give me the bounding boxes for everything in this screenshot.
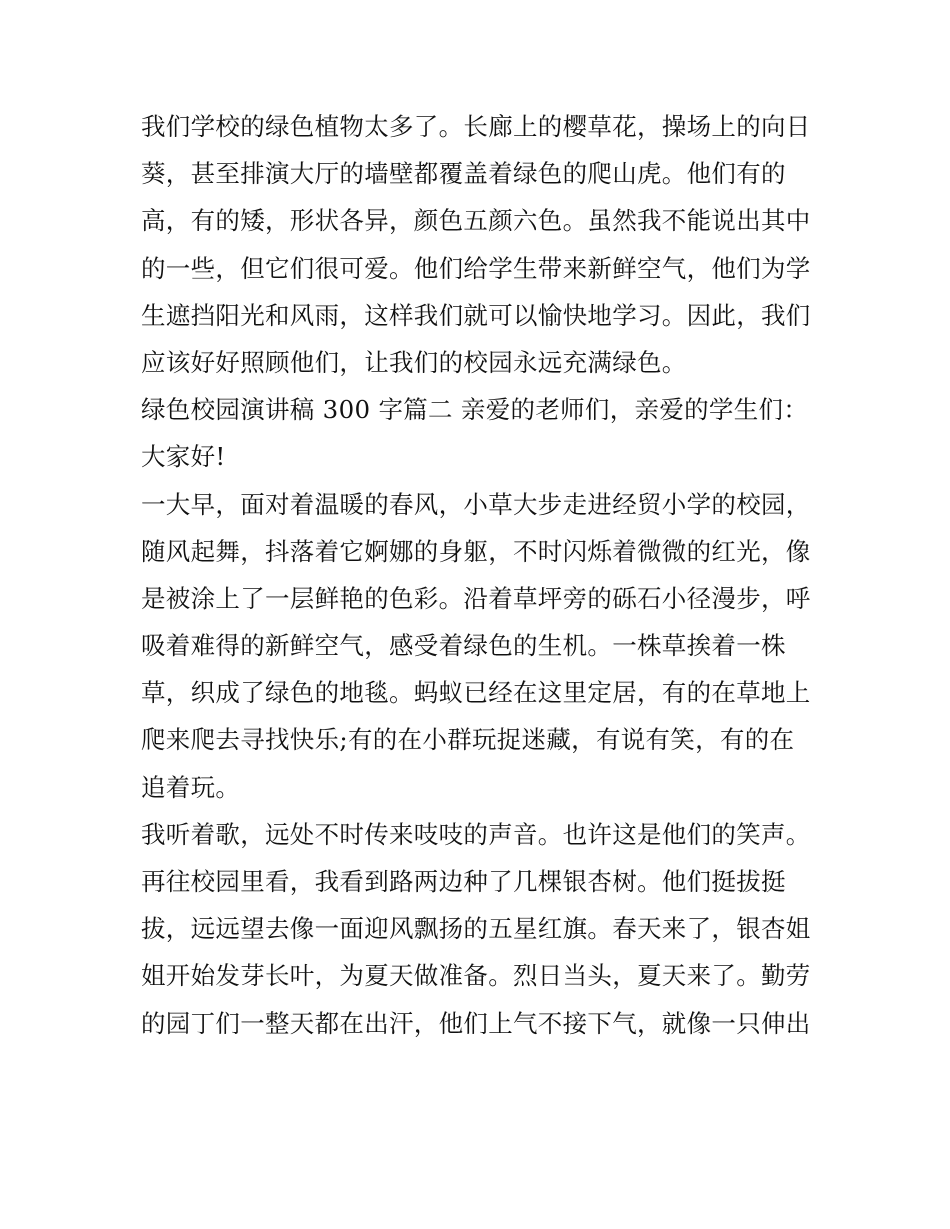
section-heading-line: 绿色校园演讲稿 300 字篇二 亲爱的老师们，亲爱的学生们：: [141, 395, 809, 425]
text-line: 高，有的矮，形状各异，颜色五颜六色。虽然我不能说出其中: [141, 206, 811, 236]
text-line: 爬来爬去寻找快乐;有的在小群玩捉迷藏，有说有笑，有的在: [141, 725, 795, 755]
text-line: 的园丁们一整天都在出汗，他们上气不接下气，就像一只伸出: [141, 1008, 811, 1038]
text-line: 追着玩。: [141, 772, 241, 802]
text-line: 拔，远远望去像一面迎风飘扬的五星红旗。春天来了，银杏姐: [141, 914, 811, 944]
text-line: 吸着难得的新鲜空气，感受着绿色的生机。一株草挨着一株: [141, 631, 786, 661]
text-line: 的一些，但它们很可爱。他们给学生带来新鲜空气，他们为学: [141, 253, 811, 283]
text-line: 是被涂上了一层鲜艳的色彩。沿着草坪旁的砾石小径漫步，呼: [141, 583, 811, 613]
text-line: 再往校园里看，我看到路两边种了几棵银杏树。他们挺拔挺: [141, 867, 786, 896]
text-line: 我们学校的绿色植物太多了。长廊上的樱草花，操场上的向日: [141, 112, 811, 141]
text-line: 草，织成了绿色的地毯。蚂蚁已经在这里定居，有的在草地上: [141, 678, 811, 708]
greeting-line: 大家好!: [141, 442, 226, 472]
text-line: 姐开始发芽长叶，为夏天做准备。烈日当头，夏天来了。勤劳: [141, 961, 811, 991]
document-body: [141, 103, 821, 1047]
text-line: 葵，甚至排演大厅的墙壁都覆盖着绿色的爬山虎。他们有的: [141, 159, 786, 189]
text-line: 我听着歌，远处不时传来吱吱的声音。也许这是他们的笑声。: [141, 819, 811, 849]
text-line: 一大早，面对着温暖的春风，小草大步走进经贸小学的校园，: [141, 489, 811, 519]
text-line: 生遮挡阳光和风雨，这样我们就可以愉快地学习。因此，我们: [141, 300, 811, 330]
text-line: 应该好好照顾他们，让我们的校园永远充满绿色。: [141, 347, 687, 377]
text-line: 随风起舞，抖落着它婀娜的身躯，不时闪烁着微微的红光，像: [141, 536, 811, 566]
